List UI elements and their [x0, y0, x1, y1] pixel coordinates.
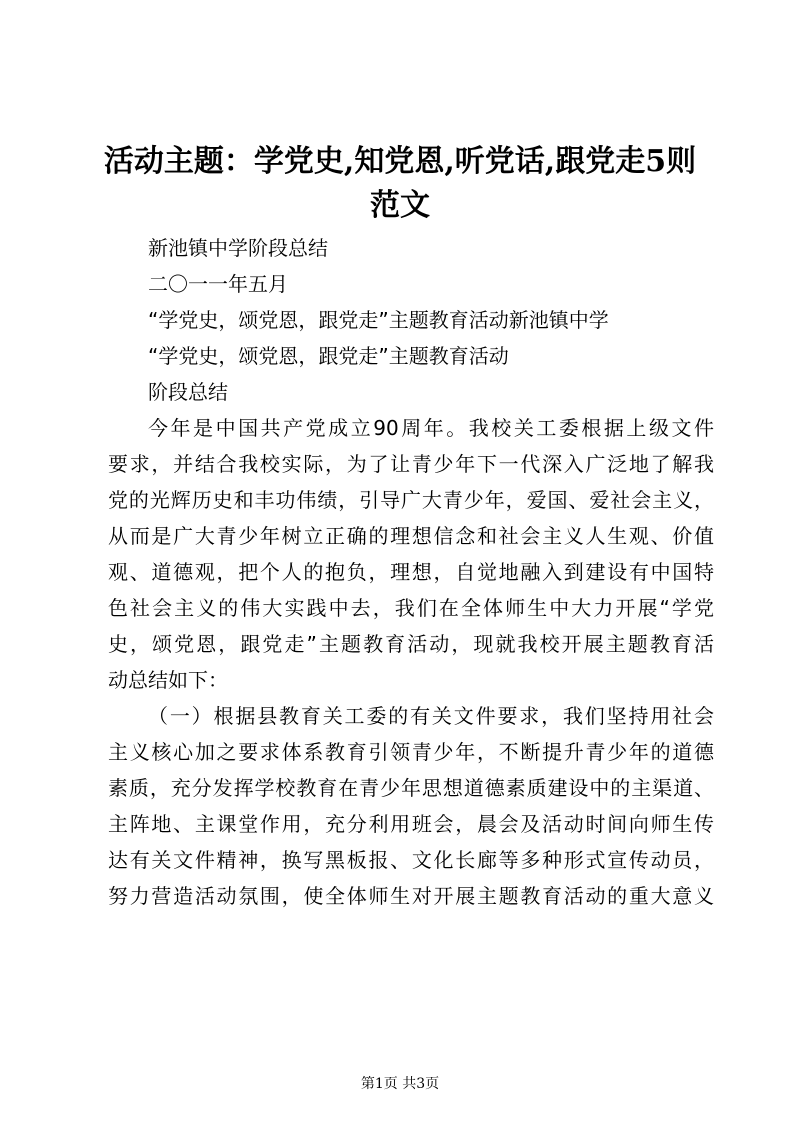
paragraph-1-line: 从而是广大青少年树立正确的理想信念和社会主义人生观、价值 [108, 524, 714, 548]
paragraph-2-line: 努力营造活动氛围，使全体师生对开展主题教育活动的重大意义 [108, 884, 714, 908]
paragraph-2-line: 达有关文件精神，换写黑板报、文化长廊等多种形式宣传动员， [108, 848, 714, 872]
paragraph-1-line: 要求，并结合我校实际，为了让青少年下一代深入广泛地了解我 [108, 452, 714, 476]
text-line-heading-1: “学党史，颂党恩，跟党走”主题教育活动新池镇中学 [148, 308, 609, 332]
paragraph-1-line: 史，颂党恩，跟党走”主题教育活动，现就我校开展主题教育活 [108, 632, 714, 656]
paragraph-2-line: 主义核心加之要求体系教育引领青少年，不断提升青少年的道德 [108, 740, 714, 764]
paragraph-2-line: 素质，充分发挥学校教育在青少年思想道德素质建设中的主渠道、 [108, 776, 714, 800]
paragraph-2-line: 主阵地、主课堂作用，充分利用班会，晨会及活动时间向师生传 [108, 812, 714, 836]
paragraph-2-line: （一）根据县教育关工委的有关文件要求，我们坚持用社会 [148, 704, 714, 728]
text-line-school-summary: 新池镇中学阶段总结 [148, 236, 328, 260]
paragraph-1-line: 党的光辉历史和丰功伟绩，引导广大青少年，爱国、爱社会主义， [108, 488, 714, 512]
document-body [108, 230, 714, 914]
text-line-heading-3: 阶段总结 [148, 380, 228, 404]
text-line-date: 二〇一一年五月 [148, 272, 288, 296]
page-footer: 第1页 共3页 [360, 1076, 440, 1092]
text-line-heading-2: “学党史，颂党恩，跟党走”主题教育活动 [148, 344, 509, 368]
paragraph-1-line: 动总结如下： [108, 668, 228, 692]
paragraph-1-line: 今年是中国共产党成立90周年。我校关工委根据上级文件 [148, 416, 714, 440]
paragraph-1-line: 观、道德观，把个人的抱负，理想，自觉地融入到建设有中国特 [108, 560, 714, 584]
paragraph-1-line: 色社会主义的伟大实践中去，我们在全体师生中大力开展“学党 [108, 596, 714, 620]
document-title: 活动主题：学党史,知党恩,听党话,跟党走5则范文 [103, 144, 697, 223]
